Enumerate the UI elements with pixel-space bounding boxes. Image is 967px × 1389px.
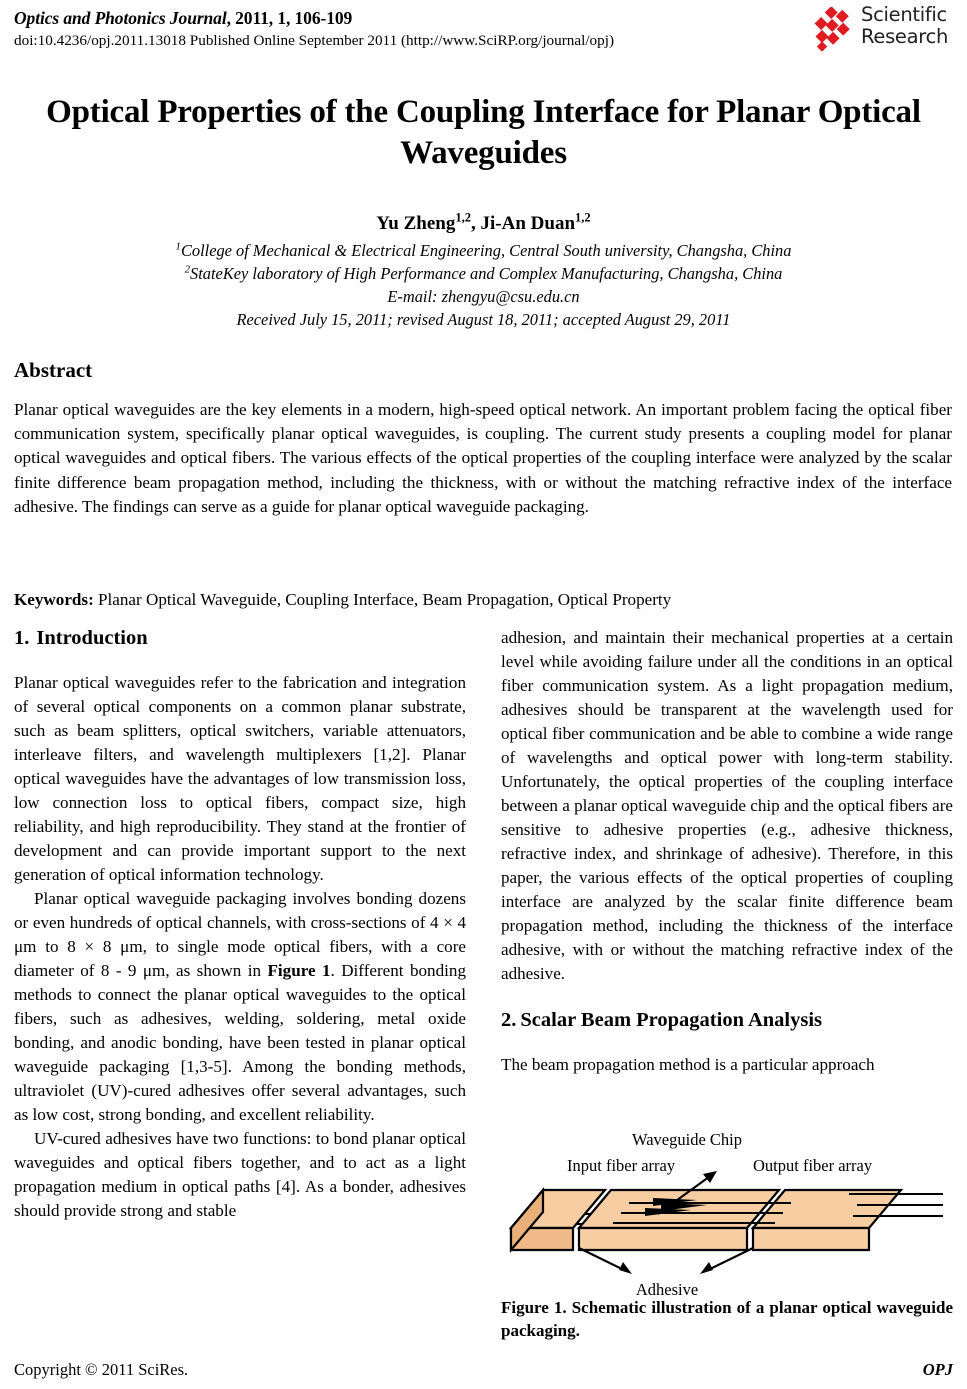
- section-number-1: 1.: [14, 627, 30, 649]
- waveguide-packaging-schematic-svg: [501, 1128, 953, 1303]
- figure-1-caption: Figure 1. Schematic illustration of a planar optical waveguide packaging.: [501, 1298, 953, 1340]
- affiliation-2-text: StateKey laboratory of High Performance and Complex Manufacturing, Changsha, China: [190, 263, 783, 283]
- section-title-2: Scalar Beam Propagation Analysis: [520, 1009, 823, 1032]
- figure-label-adhesive: Adhesive: [635, 1280, 699, 1299]
- scientific-research-diamond-logo-icon: [811, 7, 857, 53]
- masthead: [14, 8, 824, 51]
- keywords-label: Keywords:: [14, 590, 94, 609]
- author-1-name: Yu Zheng: [376, 213, 456, 234]
- section-title-1: Introduction: [36, 627, 148, 649]
- author-2-name: , Ji-An Duan: [471, 213, 576, 234]
- section-number-2: 2.: [501, 1009, 517, 1032]
- affiliation-1-text: College of Mechanical & Electrical Engineering, Central South university, Changsha, China: [180, 240, 792, 260]
- journal-name: Optics and Photonics Journal: [14, 8, 227, 28]
- author-1-affiliation-marker: 1,2: [455, 210, 472, 225]
- publisher-name: [861, 4, 948, 48]
- keywords-text: Planar Optical Waveguide, Coupling Interface, Beam Propagation, Optical Property: [93, 590, 672, 609]
- email-line: E-mail: zhengyu@csu.edu.cn: [387, 287, 580, 307]
- journal-citation-line: [14, 8, 824, 30]
- intro-paragraph-1: Planar optical waveguides refer to the fabrication and integration of several optical components on a common planar substrate, such as beam splitters, optical switchers, variable attenuators, interleave filters, and wavelength multiplexers [1,2]. Planar optical waveguides have the advantages of low transmission loss, low connection loss to optical fibers, compact size, high reliability, and high reproducibility. They stand at the frontier of development and can provide important support to the next generation of optical information technology.: [14, 672, 466, 884]
- doi-line: doi:10.4236/opj.2011.13018 Published Online September 2011 (http://www.SciRP.org/journal/opj): [14, 31, 615, 49]
- body-column-right: [501, 626, 953, 1077]
- footer-journal-abbreviation: OPJ: [922, 1360, 953, 1379]
- adhesive-leader-arrow-left-icon: [579, 1248, 632, 1274]
- intro-paragraph-3: UV-cured adhesives have two functions: to bond planar optical waveguides and optical fibers together, and to act as a light propagation medium in optical paths [4]. As a bonder, adhesives should provide strong and stable: [14, 1128, 466, 1220]
- keywords-line: [14, 588, 952, 612]
- footer-copyright: Copyright © 2011 SciRes.: [14, 1360, 189, 1379]
- publisher-logo: [811, 4, 959, 56]
- intro-paragraph-2: [14, 887, 466, 1127]
- intro-p2-part-b: . Different bonding methods to connect the planar optical waveguides to the optical fibers, such as adhesives, welding, soldering, metal oxide bonding, and anodic bonding, have been tested in planar optical waveguide packaging [1,3-5]. Among the bonding methods, ultraviolet (UV)-cured adhesives offer several advantages, such as low cost, strong bonding, and excellent reliability.: [14, 960, 466, 1124]
- author-2-affiliation-marker: 1,2: [575, 210, 591, 225]
- author-block: [58, 210, 909, 332]
- figure-label-input-fiber-array: Input fiber array: [567, 1156, 676, 1175]
- publisher-name-line2: Research: [861, 24, 949, 48]
- section-heading-scalar-beam-propagation: [501, 1008, 953, 1033]
- body-column-left: [14, 626, 466, 1223]
- figure-reference: Figure 1: [267, 960, 331, 980]
- affiliation-1-marker: 1: [175, 240, 181, 253]
- figure-label-waveguide-chip: Waveguide Chip: [631, 1130, 743, 1149]
- email-label: E-mail: [387, 287, 433, 307]
- section-heading-introduction: [14, 626, 466, 651]
- adhesive-leader-arrow-right-icon: [700, 1248, 753, 1274]
- journal-volume-pages: , 2011, 1, 106-109: [226, 8, 353, 28]
- intro-p2-part-a: Planar optical waveguide packaging involves bonding dozens or even hundreds of optical channels, with cross-sections of 4 × 4 μm to 8 × 8 μm, to single mode optical fibers, with a core diameter of 8 - 9 μm, as shown in: [14, 888, 466, 980]
- paper-title: Optical Properties of the Coupling Interface for Planar Optical Waveguides: [46, 94, 921, 171]
- figure-label-output-fiber-array: Output fiber array: [753, 1156, 873, 1175]
- figure-1: [501, 1128, 953, 1303]
- publisher-name-line1: Scientific: [861, 3, 947, 26]
- affiliation-2: [58, 262, 909, 285]
- submission-dates: Received July 15, 2011; revised August 18, 2011; accepted August 29, 2011: [236, 310, 731, 330]
- author-names: [58, 210, 909, 239]
- intro-paragraph-4: adhesion, and maintain their mechanical properties at a certain level while avoiding failure under all the conditions in an optical fiber communication system. As a light propagation medium, adhesives should be transparent at the wavelength used for optical fiber communication and be able to combine a wide range of wavelengths and optical power with long-term stability. Unfortunately, the optical properties of the coupling interface between a planar optical waveguide chip and the optical fibers are sensitive to adhesive properties (e.g., adhesive thickness, refractive index, and shrinkage of adhesive). Therefore, in this paper, the various effects of the optical properties of coupling interface are analyzed by the scalar finite difference beam propagation method, including the thickness of the interface adhesive, with or without the matching refractive index of the adhesive.: [501, 628, 953, 984]
- output-fiber-array-front-face: [753, 1228, 869, 1250]
- affiliation-2-marker: 2: [184, 263, 191, 276]
- abstract-text: Planar optical waveguides are the key elements in a modern, high-speed optical network. An important problem facing the optical fiber communication system, specifically planar optical waveguides, is coupling. The current study presents a coupling model for planar optical waveguides and optical fibers. The various effects of the optical properties of the coupling interface were analyzed by the scalar finite difference beam propagation method, including the thickness, with or without the matching refractive index of the interface adhesive. The findings can serve as a guide for planar optical waveguide packaging.: [14, 400, 952, 516]
- waveguide-chip-front-face: [579, 1228, 747, 1250]
- email-address[interactable]: zhengyu@csu.edu.cn: [441, 287, 580, 307]
- scalar-paragraph-1: The beam propagation method is a particular approach: [501, 1054, 875, 1074]
- figure-1-graphic: [501, 1128, 953, 1303]
- affiliation-1: [58, 239, 909, 262]
- abstract-heading: Abstract: [14, 358, 93, 382]
